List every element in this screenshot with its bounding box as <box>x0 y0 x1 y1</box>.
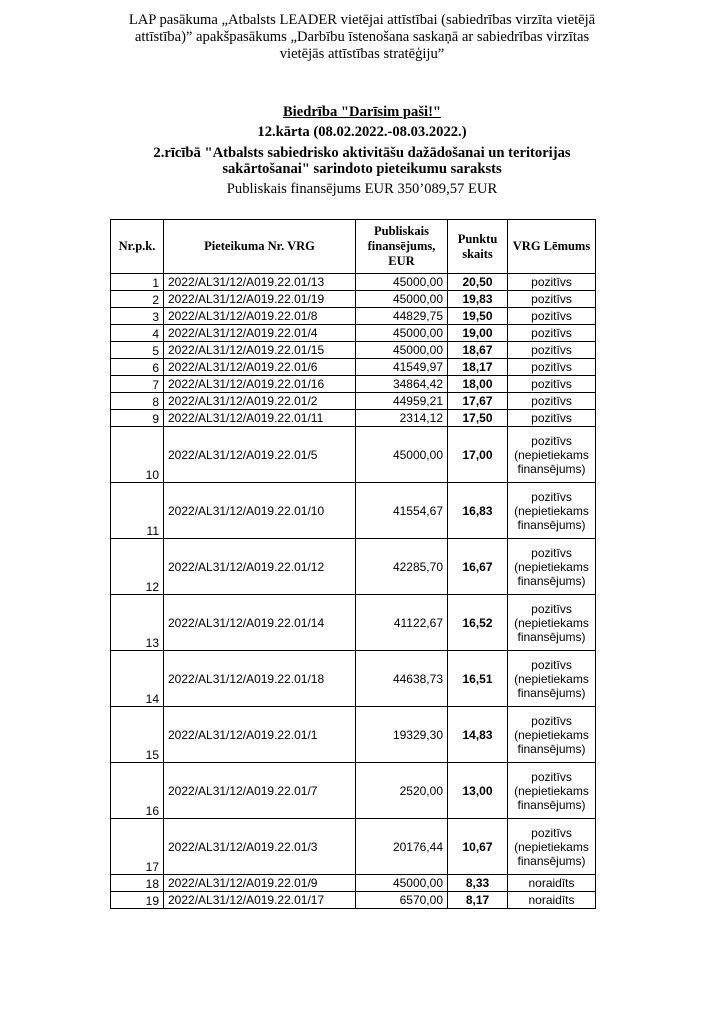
row-number: 4 <box>111 325 164 342</box>
intro-line: attīstība)” apakšpasākums „Darbību īstenošana saskaņā ar sabiedrības virzītas <box>134 29 590 45</box>
points-score: 8,33 <box>448 875 508 892</box>
column-header-points: Punktu skaits <box>448 220 508 274</box>
points-score: 19,00 <box>448 325 508 342</box>
application-number: 2022/AL31/12/A019.22.01/5 <box>164 427 356 483</box>
points-score: 20,50 <box>448 274 508 291</box>
row-number: 14 <box>111 651 164 707</box>
column-header-decision: VRG Lēmums <box>508 220 596 274</box>
table-row <box>111 763 596 819</box>
table-row <box>111 651 596 707</box>
decision-status: pozitīvs (nepietiekams finansējums) <box>508 707 596 763</box>
table-row <box>111 308 596 325</box>
funding-amount: 45000,00 <box>356 325 448 342</box>
row-number: 11 <box>111 483 164 539</box>
application-number: 2022/AL31/12/A019.22.01/12 <box>164 539 356 595</box>
application-number: 2022/AL31/12/A019.22.01/6 <box>164 359 356 376</box>
funding-amount: 41549,97 <box>356 359 448 376</box>
intro-line: LAP pasākuma „Atbalsts LEADER vietējai attīstībai (sabiedrības virzīta vietējā <box>128 12 596 28</box>
application-number: 2022/AL31/12/A019.22.01/1 <box>164 707 356 763</box>
application-number: 2022/AL31/12/A019.22.01/3 <box>164 819 356 875</box>
row-number: 6 <box>111 359 164 376</box>
application-number: 2022/AL31/12/A019.22.01/4 <box>164 325 356 342</box>
table-row <box>111 892 596 909</box>
funding-amount: 41122,67 <box>356 595 448 651</box>
points-score: 16,67 <box>448 539 508 595</box>
application-number: 2022/AL31/12/A019.22.01/10 <box>164 483 356 539</box>
points-score: 19,83 <box>448 291 508 308</box>
points-score: 16,52 <box>448 595 508 651</box>
public-funding-total: Publiskais finansējums EUR 350’089,57 EUR <box>226 181 498 197</box>
table-row <box>111 325 596 342</box>
row-number: 13 <box>111 595 164 651</box>
round-title: 12.kārta (08.02.2022.-08.03.2022.) <box>257 124 467 140</box>
points-score: 14,83 <box>448 707 508 763</box>
decision-status: pozitīvs <box>508 274 596 291</box>
row-number: 5 <box>111 342 164 359</box>
decision-status: pozitīvs <box>508 308 596 325</box>
table-row <box>111 359 596 376</box>
decision-status: pozitīvs (nepietiekams finansējums) <box>508 651 596 707</box>
row-number: 15 <box>111 707 164 763</box>
column-header-nr: Nr.p.k. <box>111 220 164 274</box>
decision-status: pozitīvs <box>508 393 596 410</box>
row-number: 17 <box>111 819 164 875</box>
application-number: 2022/AL31/12/A019.22.01/15 <box>164 342 356 359</box>
funding-amount: 44959,21 <box>356 393 448 410</box>
table-header-row <box>111 220 596 274</box>
table-row <box>111 274 596 291</box>
application-number: 2022/AL31/12/A019.22.01/2 <box>164 393 356 410</box>
funding-amount: 44829,75 <box>356 308 448 325</box>
measure-line: 2.rīcībā "Atbalsts sabiedrisko aktivitāšu dažādošanai un teritorijas <box>153 145 571 161</box>
points-score: 18,67 <box>448 342 508 359</box>
funding-amount: 19329,30 <box>356 707 448 763</box>
row-number: 8 <box>111 393 164 410</box>
application-number: 2022/AL31/12/A019.22.01/8 <box>164 308 356 325</box>
measure-line: sakārtošanai" sarindoto pieteikumu saraksts <box>222 161 502 177</box>
row-number: 19 <box>111 892 164 909</box>
points-score: 17,00 <box>448 427 508 483</box>
points-score: 18,17 <box>448 359 508 376</box>
row-number: 12 <box>111 539 164 595</box>
table-row <box>111 707 596 763</box>
points-score: 17,50 <box>448 410 508 427</box>
table-row <box>111 410 596 427</box>
funding-amount: 34864,42 <box>356 376 448 393</box>
row-number: 10 <box>111 427 164 483</box>
table-row <box>111 595 596 651</box>
measure-title <box>132 145 592 177</box>
decision-status: pozitīvs <box>508 359 596 376</box>
table-row <box>111 875 596 892</box>
row-number: 9 <box>111 410 164 427</box>
decision-status: pozitīvs (nepietiekams finansējums) <box>508 595 596 651</box>
row-number: 18 <box>111 875 164 892</box>
points-score: 19,50 <box>448 308 508 325</box>
intro-line: vietējās attīstības stratēģiju” <box>279 46 445 62</box>
decision-status: pozitīvs (nepietiekams finansējums) <box>508 483 596 539</box>
table-row <box>111 539 596 595</box>
decision-status: pozitīvs (nepietiekams finansējums) <box>508 427 596 483</box>
application-number: 2022/AL31/12/A019.22.01/16 <box>164 376 356 393</box>
funding-amount: 2520,00 <box>356 763 448 819</box>
organization-title: Biedrība "Darīsim paši!" <box>282 104 442 120</box>
decision-status: pozitīvs <box>508 325 596 342</box>
points-score: 17,67 <box>448 393 508 410</box>
decision-status: noraidīts <box>508 875 596 892</box>
points-score: 18,00 <box>448 376 508 393</box>
row-number: 1 <box>111 274 164 291</box>
table-row <box>111 291 596 308</box>
funding-amount: 42285,70 <box>356 539 448 595</box>
table-row <box>111 393 596 410</box>
funding-amount: 2314,12 <box>356 410 448 427</box>
decision-status: pozitīvs <box>508 342 596 359</box>
column-header-funding: Publiskais finansējums, EUR <box>356 220 448 274</box>
application-number: 2022/AL31/12/A019.22.01/18 <box>164 651 356 707</box>
points-score: 8,17 <box>448 892 508 909</box>
application-number: 2022/AL31/12/A019.22.01/17 <box>164 892 356 909</box>
column-header-application: Pieteikuma Nr. VRG <box>164 220 356 274</box>
decision-status: pozitīvs (nepietiekams finansējums) <box>508 539 596 595</box>
application-number: 2022/AL31/12/A019.22.01/19 <box>164 291 356 308</box>
application-number: 2022/AL31/12/A019.22.01/13 <box>164 274 356 291</box>
funding-amount: 45000,00 <box>356 342 448 359</box>
funding-amount: 45000,00 <box>356 274 448 291</box>
table-row <box>111 342 596 359</box>
row-number: 3 <box>111 308 164 325</box>
table-row <box>111 483 596 539</box>
table-row <box>111 376 596 393</box>
decision-status: pozitīvs <box>508 376 596 393</box>
table-row <box>111 819 596 875</box>
decision-status: pozitīvs (nepietiekams finansējums) <box>508 763 596 819</box>
funding-amount: 6570,00 <box>356 892 448 909</box>
application-number: 2022/AL31/12/A019.22.01/7 <box>164 763 356 819</box>
table-body <box>111 274 596 909</box>
application-number: 2022/AL31/12/A019.22.01/9 <box>164 875 356 892</box>
decision-status: pozitīvs <box>508 291 596 308</box>
applications-table <box>110 219 596 909</box>
decision-status: noraidīts <box>508 892 596 909</box>
row-number: 7 <box>111 376 164 393</box>
application-number: 2022/AL31/12/A019.22.01/11 <box>164 410 356 427</box>
points-score: 13,00 <box>448 763 508 819</box>
decision-status: pozitīvs (nepietiekams finansējums) <box>508 819 596 875</box>
funding-amount: 45000,00 <box>356 427 448 483</box>
table-row <box>111 427 596 483</box>
points-score: 16,51 <box>448 651 508 707</box>
funding-amount: 44638,73 <box>356 651 448 707</box>
intro-heading <box>100 12 624 63</box>
funding-amount: 45000,00 <box>356 291 448 308</box>
funding-amount: 45000,00 <box>356 875 448 892</box>
points-score: 16,83 <box>448 483 508 539</box>
row-number: 2 <box>111 291 164 308</box>
funding-amount: 41554,67 <box>356 483 448 539</box>
application-number: 2022/AL31/12/A019.22.01/14 <box>164 595 356 651</box>
points-score: 10,67 <box>448 819 508 875</box>
decision-status: pozitīvs <box>508 410 596 427</box>
row-number: 16 <box>111 763 164 819</box>
funding-amount: 20176,44 <box>356 819 448 875</box>
